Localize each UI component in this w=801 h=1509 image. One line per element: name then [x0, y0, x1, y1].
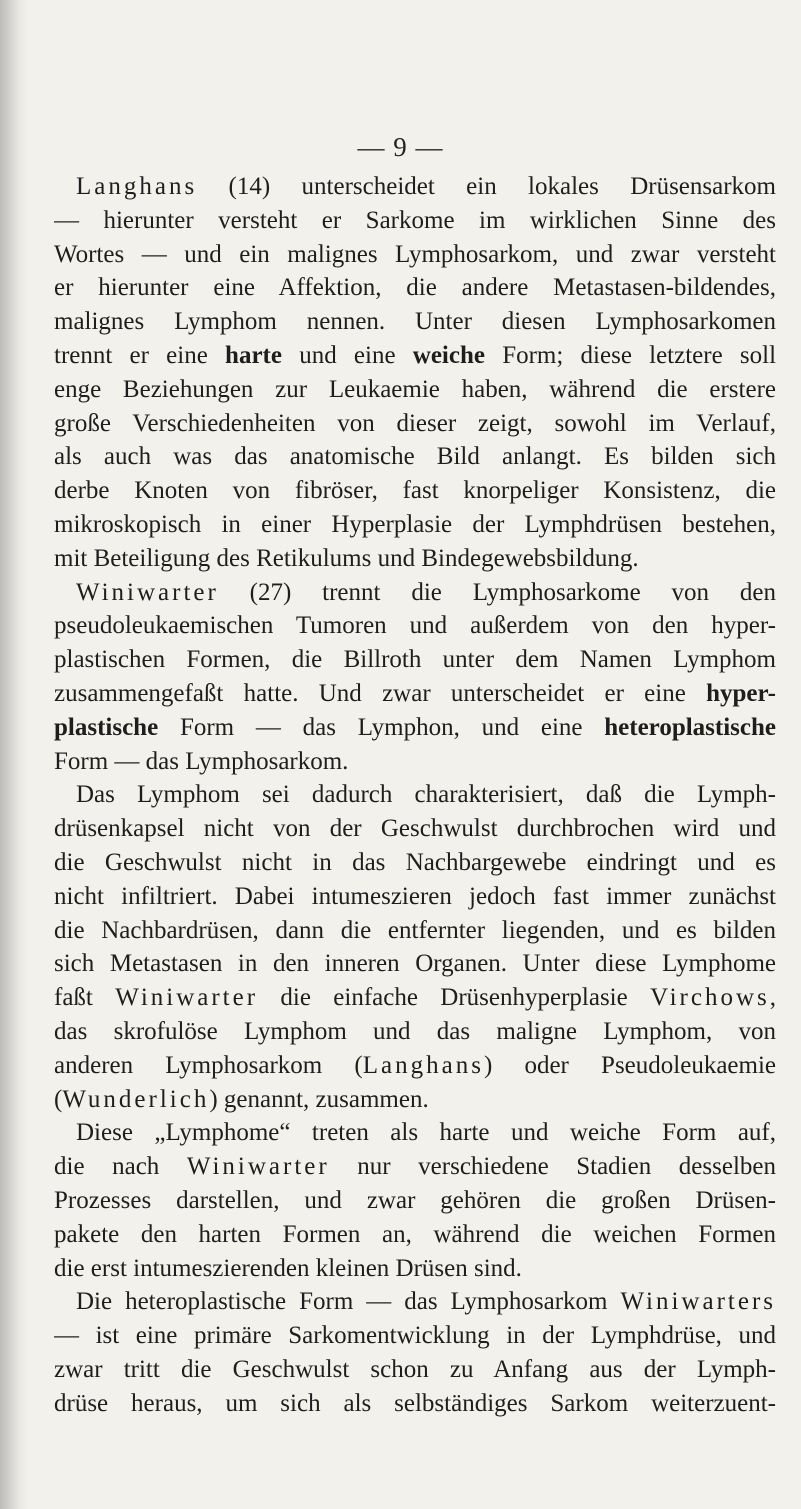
text-line: (Wunderlich) genannt, zusammen. [54, 1085, 429, 1113]
author-name: Winiwarter [115, 984, 259, 1012]
text-line: Das Lymphom sei dadurch charakterisiert, daß die Lymph- [76, 781, 776, 809]
text-line: die Geschwulst nicht in das Nachbargewebe eindringt und es [54, 848, 776, 876]
bold-term: harte [225, 341, 282, 369]
page-number: — 9 — [357, 132, 444, 162]
bold-term: plastische [54, 713, 159, 741]
text-line: die erst intumeszierenden kleinen Drüsen sind. [54, 1254, 522, 1282]
text-line: Prozesses darstellen, und zwar gehören die großen Drüsen- [54, 1186, 776, 1214]
text-line: Diese „Lymphome“ treten als harte und weiche Form auf, [76, 1119, 776, 1147]
text-line: plastische Form — das Lymphon, und eine heteroplastische [54, 713, 776, 741]
text-line: faßt Winiwarter die einfache Drüsenhyperplasie Virchows, [54, 984, 776, 1012]
author-name: Langhans [362, 1051, 484, 1079]
text-line: pseudoleukaemischen Tumoren und außerdem von den hyper- [54, 612, 776, 640]
text-line: er hierunter eine Affektion, die andere Metastasen-bildendes, [54, 274, 776, 302]
text-line: Winiwarter (27) trennt die Lymphosarkome von den [76, 578, 776, 606]
text-line: Langhans (14) unterscheidet ein lokales Drüsensarkom [76, 173, 776, 200]
text-line: plastischen Formen, die Billroth unter dem Namen Lymphom [54, 646, 776, 674]
text-line: derbe Knoten von fibröser, fast knorpeliger Konsistenz, die [54, 477, 776, 505]
binding-shadow [0, 0, 28, 1509]
bold-term: hyper- [706, 679, 776, 707]
text-line: mit Beteiligung des Retikulums und Bindegewebsbildung. [54, 544, 639, 572]
text-line: Form — das Lymphosarkom. [54, 747, 349, 775]
text-line: pakete den harten Formen an, während die weichen Formen [54, 1220, 776, 1248]
author-name: Langhans [76, 173, 198, 200]
text-line: die Nachbardrüsen, dann die entfernter liegenden, und es bilden [54, 916, 776, 944]
text-line: trennt er eine harte und eine weiche Form; diese letztere soll [54, 341, 776, 369]
author-name: Wunderlich [62, 1085, 210, 1113]
text-line: zusammengefaßt hatte. Und zwar unterscheidet er eine hyper- [54, 679, 776, 707]
text-line: — hierunter versteht er Sarkome im wirklichen Sinne des [54, 206, 776, 234]
text-line: anderen Lymphosarkom (Langhans) oder Pseudoleukaemie [54, 1051, 776, 1079]
text-line: die nach Winiwarter nur verschiedene Stadien desselben [54, 1153, 776, 1181]
text-line: Wortes — und ein malignes Lymphosarkom, und zwar versteht [54, 240, 776, 268]
text-line: nicht infiltriert. Dabei intumeszieren jedoch fast immer zunächst [54, 882, 776, 910]
text-line: sich Metastasen in den inneren Organen. Unter diese Lymphome [54, 950, 776, 978]
body-text [54, 170, 776, 1420]
author-name: Virchows [650, 984, 770, 1012]
text-line: — ist eine primäre Sarkomentwicklung in der Lymphdrüse, und [54, 1322, 776, 1350]
author-name: Winiwarter [186, 1153, 330, 1181]
bold-term: weiche [412, 341, 485, 369]
text-line: enge Beziehungen zur Leukaemie haben, während die erstere [54, 375, 776, 403]
author-name: Winiwarter [76, 578, 219, 606]
text-line: zwar tritt die Geschwulst schon zu Anfang aus der Lymph- [54, 1355, 776, 1383]
author-name: Winiwarters [620, 1288, 776, 1316]
text-line: als auch was das anatomische Bild anlangt. Es bilden sich [54, 443, 776, 471]
text-line: drüse heraus, um sich als selbständiges Sarkom weiterzuent- [54, 1389, 776, 1417]
text-line: große Verschiedenheiten von dieser zeigt, sowohl im Verlauf, [54, 409, 776, 437]
text-line: mikroskopisch in einer Hyperplasie der Lymphdrüsen bestehen, [54, 510, 776, 538]
text-line: malignes Lymphom nennen. Unter diesen Lymphosarkomen [54, 308, 776, 336]
text-line: das skrofulöse Lymphom und das maligne Lymphom, von [54, 1017, 776, 1045]
bold-term: heteroplastische [604, 713, 776, 741]
text-line: Die heteroplastische Form — das Lymphosarkom Winiwarters [76, 1288, 776, 1316]
text-line: drüsenkapsel nicht von der Geschwulst durchbrochen wird und [54, 815, 776, 843]
